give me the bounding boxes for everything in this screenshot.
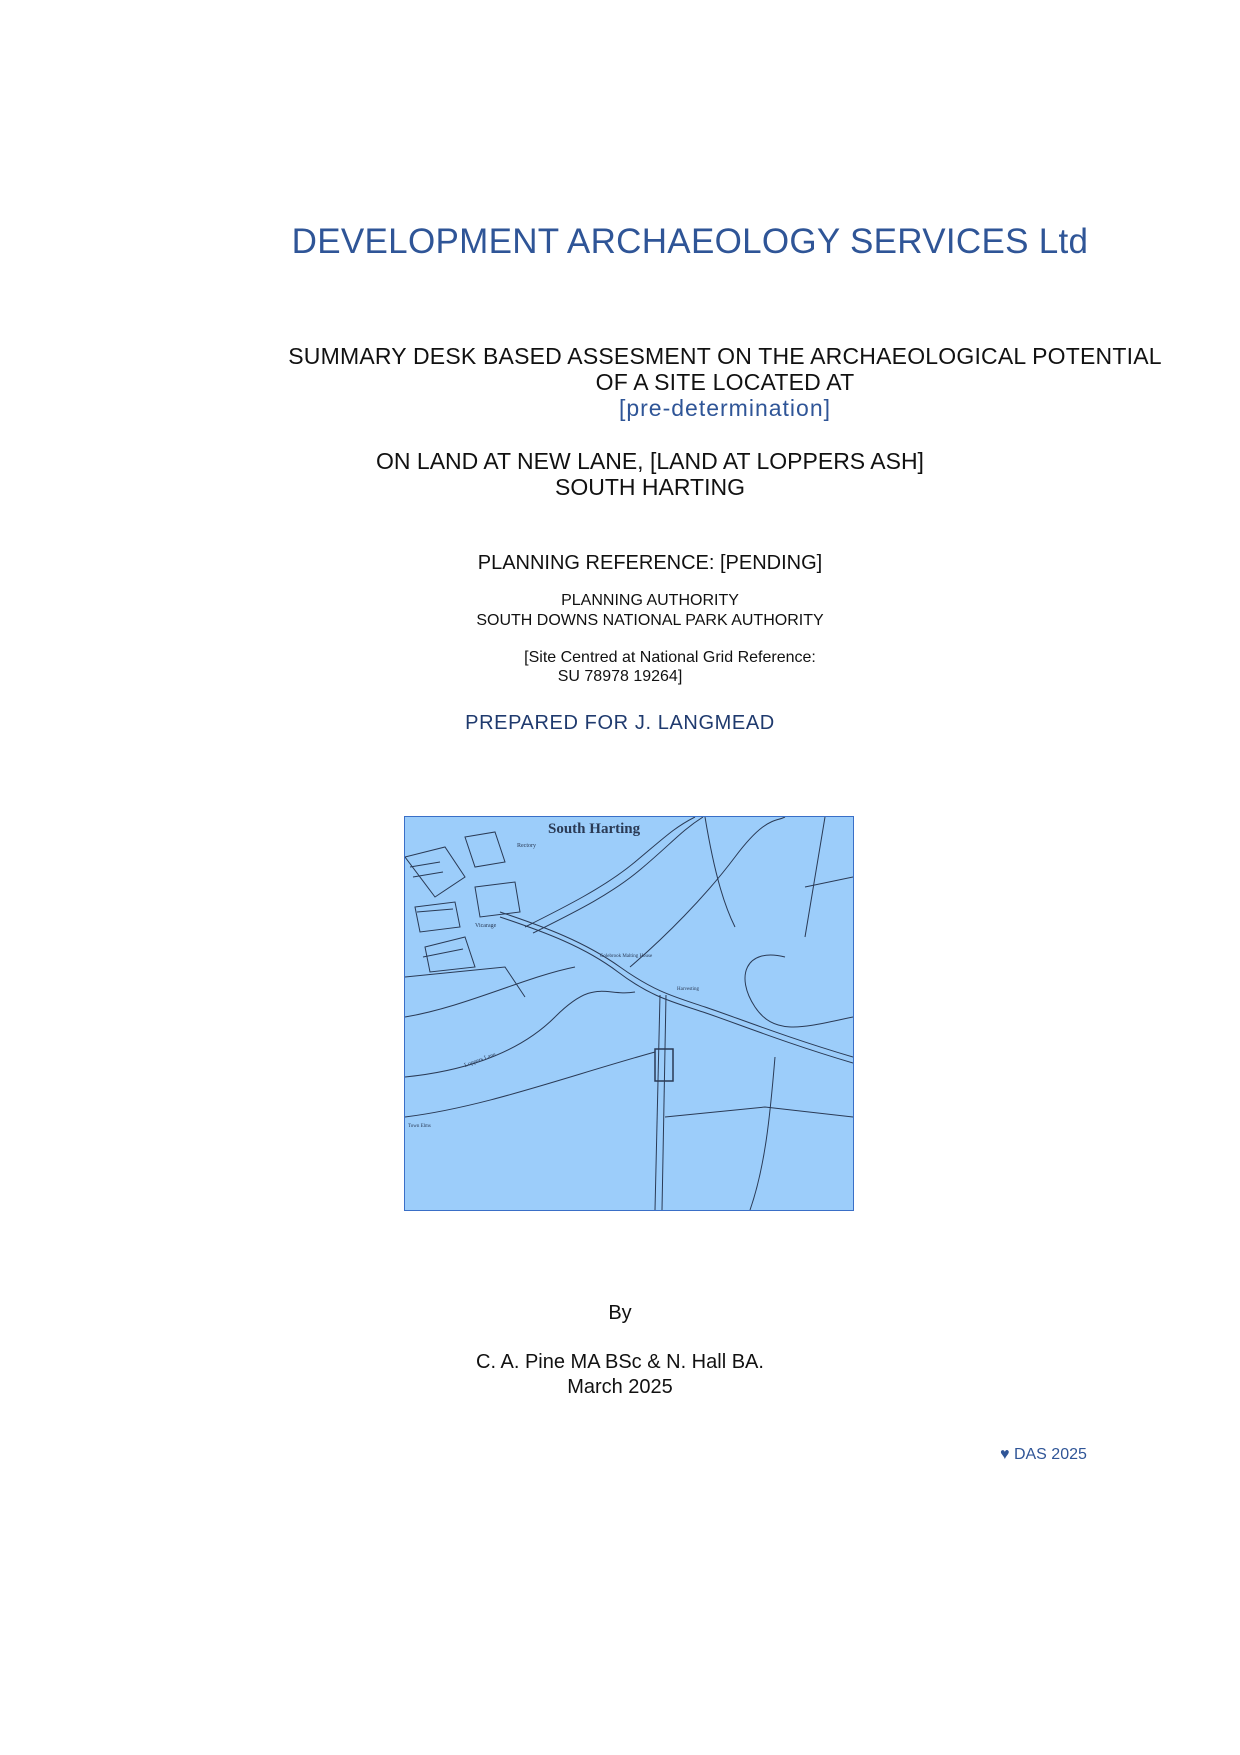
map-label-rectory: Rectory <box>517 843 536 849</box>
planning-authority <box>30 591 1240 631</box>
company-name: DEVELOPMENT ARCHAEOLOGY SERVICES Ltd <box>291 222 1089 261</box>
map-title: South Harting <box>548 821 641 837</box>
historic-map-image <box>405 817 853 1210</box>
map-label-town-elms: Town Elms <box>408 1124 431 1129</box>
map-label-loppers-lane: Loppers Lane <box>463 1051 497 1069</box>
site-line1: ON LAND AT NEW LANE, [LAND AT LOPPERS ASH] <box>376 448 924 474</box>
authority-label: PLANNING AUTHORITY <box>561 592 739 609</box>
map-label-malting-house: Colebrook Malting House <box>600 954 653 959</box>
copyright-notice: ♥ DAS 2025 <box>1000 1446 1087 1463</box>
map-label-harvesting: Harvesting <box>677 987 699 992</box>
grid-reference <box>0 648 1240 686</box>
site-block <box>30 448 1240 500</box>
site-location-map <box>404 816 854 1211</box>
report-title-block <box>105 343 1240 421</box>
report-stage: [pre-determination] <box>618 395 832 421</box>
report-title-line1: SUMMARY DESK BASED ASSESMENT ON THE ARCHAEOLOGICAL POTENTIAL <box>288 343 1162 369</box>
ngr-line1: [Site Centred at National Grid Reference: <box>524 649 816 666</box>
authority-name: SOUTH DOWNS NATIONAL PARK AUTHORITY <box>476 612 824 629</box>
report-title-line2: OF A SITE LOCATED AT <box>595 369 855 395</box>
authors: C. A. Pine MA BSc & N. Hall BA. <box>476 1351 764 1373</box>
map-label-vicarage: Vicarage <box>475 923 497 929</box>
report-date: March 2025 <box>567 1376 673 1398</box>
site-line2: SOUTH HARTING <box>555 474 745 500</box>
by-label: By <box>608 1302 632 1324</box>
planning-reference: PLANNING REFERENCE: [PENDING] <box>477 552 823 574</box>
authors-block <box>0 1350 1240 1400</box>
ngr-line2: SU 78978 19264] <box>557 668 683 685</box>
prepared-for: PREPARED FOR J. LANGMEAD <box>465 712 775 734</box>
